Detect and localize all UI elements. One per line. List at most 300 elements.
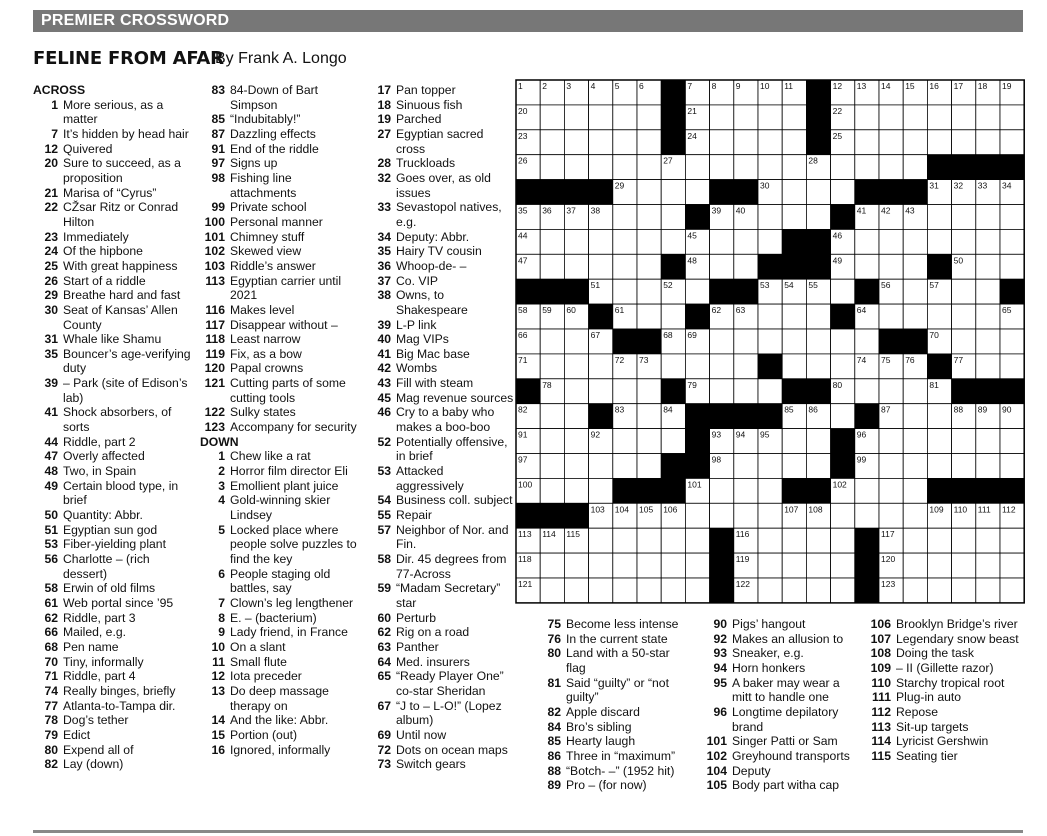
grid-cell[interactable] xyxy=(613,155,637,180)
grid-cell[interactable] xyxy=(540,254,564,279)
grid-cell[interactable] xyxy=(564,130,588,155)
grid-cell[interactable] xyxy=(685,528,709,553)
grid-cell[interactable] xyxy=(637,379,661,404)
grid-cell[interactable] xyxy=(806,304,830,329)
grid-cell[interactable] xyxy=(903,429,927,454)
grid-cell[interactable] xyxy=(564,329,588,354)
grid-cell[interactable] xyxy=(1000,229,1024,254)
clue-number: 57 xyxy=(377,522,391,537)
clue-number: 6 xyxy=(218,566,225,581)
grid-cell[interactable] xyxy=(782,528,806,553)
grid-cell[interactable] xyxy=(540,155,564,180)
grid-cell[interactable] xyxy=(613,379,637,404)
grid-cell[interactable] xyxy=(782,130,806,155)
grid-block xyxy=(855,578,879,603)
clue-number: 66 xyxy=(44,625,58,640)
grid-cell[interactable] xyxy=(927,578,951,603)
grid-cell[interactable] xyxy=(952,304,976,329)
grid-cell[interactable] xyxy=(879,304,903,329)
grid-cell[interactable] xyxy=(758,130,782,155)
grid-cell[interactable] xyxy=(758,229,782,254)
grid-cell[interactable] xyxy=(758,155,782,180)
grid-cell[interactable] xyxy=(903,503,927,528)
grid-cell[interactable] xyxy=(855,379,879,404)
grid-cell[interactable] xyxy=(758,578,782,603)
grid-cell[interactable] xyxy=(710,229,734,254)
grid-cell[interactable] xyxy=(637,553,661,578)
grid-cell[interactable] xyxy=(782,205,806,230)
grid-cell[interactable] xyxy=(637,578,661,603)
grid-cell[interactable] xyxy=(952,130,976,155)
grid-cell[interactable] xyxy=(758,105,782,130)
grid-cell[interactable] xyxy=(710,354,734,379)
grid-cell[interactable] xyxy=(903,229,927,254)
clue-text: Do deep massage therapy on xyxy=(230,683,329,713)
grid-cell[interactable] xyxy=(903,553,927,578)
grid-cell[interactable] xyxy=(782,180,806,205)
grid-cell[interactable] xyxy=(903,105,927,130)
grid-cell[interactable] xyxy=(613,130,637,155)
grid-cell[interactable] xyxy=(758,329,782,354)
grid-number: 85 xyxy=(784,404,794,415)
grid-cell[interactable] xyxy=(806,553,830,578)
grid-block xyxy=(685,404,709,429)
clue-number: 20 xyxy=(44,156,58,171)
grid-cell[interactable] xyxy=(685,553,709,578)
grid-number: 31 xyxy=(929,180,939,191)
grid-cell[interactable] xyxy=(710,478,734,503)
grid-cell[interactable] xyxy=(855,229,879,254)
grid-cell[interactable] xyxy=(734,478,758,503)
grid-number: 115 xyxy=(566,529,580,540)
clue-number: 103 xyxy=(204,258,225,273)
grid-cell[interactable] xyxy=(927,404,951,429)
clue-text: Fiber-yielding plant xyxy=(63,537,166,552)
grid-cell[interactable] xyxy=(564,553,588,578)
grid-cell[interactable] xyxy=(661,180,685,205)
grid-cell[interactable] xyxy=(831,155,855,180)
grid-cell[interactable] xyxy=(927,229,951,254)
grid-cell[interactable] xyxy=(903,254,927,279)
clue-text: In the current state xyxy=(566,631,668,646)
grid-cell[interactable] xyxy=(758,553,782,578)
grid-cell[interactable] xyxy=(613,105,637,130)
grid-cell[interactable] xyxy=(855,254,879,279)
grid-cell[interactable] xyxy=(782,578,806,603)
grid-cell[interactable] xyxy=(976,454,1000,479)
grid-cell[interactable] xyxy=(661,229,685,254)
grid-cell[interactable] xyxy=(831,528,855,553)
grid-block xyxy=(806,105,830,130)
grid-cell[interactable] xyxy=(710,155,734,180)
grid-cell[interactable] xyxy=(734,329,758,354)
grid-cell[interactable] xyxy=(806,454,830,479)
grid-cell[interactable] xyxy=(734,454,758,479)
clue-number: 65 xyxy=(377,669,391,684)
grid-cell[interactable] xyxy=(710,130,734,155)
clue-item xyxy=(536,764,691,779)
clue-item xyxy=(366,757,514,772)
grid-cell[interactable] xyxy=(637,205,661,230)
grid-block xyxy=(661,254,685,279)
grid-cell[interactable] xyxy=(637,130,661,155)
grid-cell[interactable] xyxy=(540,429,564,454)
grid-cell[interactable] xyxy=(879,379,903,404)
grid-cell[interactable] xyxy=(976,553,1000,578)
grid-cell[interactable] xyxy=(734,155,758,180)
grid-cell[interactable] xyxy=(564,354,588,379)
grid-cell[interactable] xyxy=(758,503,782,528)
grid-cell[interactable] xyxy=(879,105,903,130)
grid-cell[interactable] xyxy=(589,229,613,254)
grid-cell[interactable] xyxy=(782,454,806,479)
clue-item xyxy=(33,98,193,127)
grid-cell[interactable] xyxy=(831,404,855,429)
grid-cell[interactable] xyxy=(734,503,758,528)
grid-cell[interactable] xyxy=(589,478,613,503)
grid-cell[interactable] xyxy=(782,155,806,180)
grid-cell[interactable] xyxy=(758,304,782,329)
grid-cell[interactable] xyxy=(903,304,927,329)
clue-number: 43 xyxy=(377,376,391,391)
grid-cell[interactable] xyxy=(782,553,806,578)
grid-cell[interactable] xyxy=(831,354,855,379)
grid-cell[interactable] xyxy=(903,155,927,180)
grid-number: 110 xyxy=(953,504,968,515)
grid-cell[interactable] xyxy=(806,429,830,454)
grid-cell[interactable] xyxy=(927,528,951,553)
grid-number: 15 xyxy=(905,81,915,91)
grid-cell[interactable] xyxy=(879,229,903,254)
grid-cell[interactable] xyxy=(710,105,734,130)
clue-item xyxy=(33,464,193,479)
grid-cell[interactable] xyxy=(685,180,709,205)
grid-cell[interactable] xyxy=(855,155,879,180)
grid-cell[interactable] xyxy=(1000,130,1024,155)
grid-cell[interactable] xyxy=(976,578,1000,603)
grid-cell[interactable] xyxy=(976,105,1000,130)
grid-cell[interactable] xyxy=(564,578,588,603)
grid-cell[interactable] xyxy=(1000,553,1024,578)
grid-cell[interactable] xyxy=(831,578,855,603)
grid-cell[interactable] xyxy=(976,279,1000,304)
grid-cell[interactable] xyxy=(806,578,830,603)
grid-cell[interactable] xyxy=(806,354,830,379)
grid-cell[interactable] xyxy=(806,180,830,205)
grid-cell[interactable] xyxy=(589,553,613,578)
grid-cell[interactable] xyxy=(637,254,661,279)
clue-item xyxy=(33,699,193,714)
grid-cell[interactable] xyxy=(1000,254,1024,279)
grid-cell[interactable] xyxy=(589,155,613,180)
grid-cell[interactable] xyxy=(540,404,564,429)
grid-cell[interactable] xyxy=(637,404,661,429)
grid-cell[interactable] xyxy=(637,155,661,180)
grid-cell[interactable] xyxy=(952,578,976,603)
grid-cell[interactable] xyxy=(564,105,588,130)
clue-number: 112 xyxy=(871,704,891,719)
clue-text: Certain blood type, in brief xyxy=(63,478,179,508)
grid-cell[interactable] xyxy=(927,130,951,155)
grid-cell[interactable] xyxy=(758,528,782,553)
grid-cell[interactable] xyxy=(661,304,685,329)
grid-cell[interactable] xyxy=(613,229,637,254)
grid-cell[interactable] xyxy=(589,354,613,379)
clue-text: Chew like a rat xyxy=(230,449,311,464)
grid-cell[interactable] xyxy=(976,229,1000,254)
grid-cell[interactable] xyxy=(734,254,758,279)
grid-cell[interactable] xyxy=(1000,205,1024,230)
grid-cell[interactable] xyxy=(831,279,855,304)
grid-block xyxy=(564,279,588,304)
grid-cell[interactable] xyxy=(903,528,927,553)
grid-block xyxy=(927,155,951,180)
grid-cell[interactable] xyxy=(782,429,806,454)
grid-cell[interactable] xyxy=(685,354,709,379)
grid-cell[interactable] xyxy=(734,105,758,130)
grid-cell[interactable] xyxy=(976,329,1000,354)
clue-item xyxy=(33,127,193,142)
grid-cell[interactable] xyxy=(952,279,976,304)
grid-number: 87 xyxy=(881,404,891,415)
grid-cell[interactable] xyxy=(758,454,782,479)
grid-cell[interactable] xyxy=(806,329,830,354)
grid-cell[interactable] xyxy=(613,454,637,479)
grid-number: 56 xyxy=(881,280,891,291)
grid-cell[interactable] xyxy=(540,130,564,155)
grid-cell[interactable] xyxy=(540,553,564,578)
grid-cell[interactable] xyxy=(710,503,734,528)
grid-cell[interactable] xyxy=(685,279,709,304)
grid-cell[interactable] xyxy=(564,254,588,279)
grid-cell[interactable] xyxy=(564,379,588,404)
grid-cell[interactable] xyxy=(613,279,637,304)
grid-cell[interactable] xyxy=(589,105,613,130)
grid-cell[interactable] xyxy=(734,379,758,404)
clue-text: L-P link xyxy=(396,317,437,332)
grid-cell[interactable] xyxy=(589,528,613,553)
grid-cell[interactable] xyxy=(879,254,903,279)
grid-cell[interactable] xyxy=(564,478,588,503)
grid-cell[interactable] xyxy=(564,404,588,429)
grid-cell[interactable] xyxy=(710,379,734,404)
grid-cell[interactable] xyxy=(952,429,976,454)
grid-cell[interactable] xyxy=(540,354,564,379)
grid-cell[interactable] xyxy=(589,578,613,603)
grid-number: 106 xyxy=(663,504,678,515)
clue-number: 28 xyxy=(377,156,391,171)
grid-cell[interactable] xyxy=(540,578,564,603)
clue-item xyxy=(366,625,514,640)
grid-cell[interactable] xyxy=(1000,578,1024,603)
grid-cell[interactable] xyxy=(879,503,903,528)
grid-cell[interactable] xyxy=(1000,454,1024,479)
grid-cell[interactable] xyxy=(903,404,927,429)
grid-cell[interactable] xyxy=(589,130,613,155)
grid-cell[interactable] xyxy=(613,553,637,578)
grid-cell[interactable] xyxy=(831,553,855,578)
clue-number: 68 xyxy=(44,639,58,654)
clue-number: 105 xyxy=(706,778,727,793)
grid-cell[interactable] xyxy=(855,329,879,354)
clue-item xyxy=(366,669,514,698)
grid-cell[interactable] xyxy=(613,578,637,603)
grid-cell[interactable] xyxy=(661,205,685,230)
grid-cell[interactable] xyxy=(540,105,564,130)
grid-cell[interactable] xyxy=(952,528,976,553)
grid-cell[interactable] xyxy=(903,379,927,404)
grid-cell[interactable] xyxy=(685,503,709,528)
grid-block xyxy=(685,205,709,230)
grid-cell[interactable] xyxy=(976,254,1000,279)
grid-cell[interactable] xyxy=(806,528,830,553)
grid-cell[interactable] xyxy=(952,553,976,578)
grid-cell[interactable] xyxy=(1000,329,1024,354)
grid-cell[interactable] xyxy=(1000,429,1024,454)
grid-cell[interactable] xyxy=(637,279,661,304)
grid-cell[interactable] xyxy=(927,205,951,230)
grid-cell[interactable] xyxy=(855,105,879,130)
grid-cell[interactable] xyxy=(903,578,927,603)
grid-cell[interactable] xyxy=(831,180,855,205)
grid-cell[interactable] xyxy=(879,155,903,180)
grid-cell[interactable] xyxy=(734,130,758,155)
grid-cell[interactable] xyxy=(976,429,1000,454)
grid-cell[interactable] xyxy=(589,454,613,479)
grid-cell[interactable] xyxy=(976,205,1000,230)
clue-number: 4 xyxy=(218,493,225,508)
grid-cell[interactable] xyxy=(540,329,564,354)
grid-cell[interactable] xyxy=(927,304,951,329)
grid-cell[interactable] xyxy=(637,105,661,130)
grid-block xyxy=(516,379,540,404)
grid-cell[interactable] xyxy=(540,454,564,479)
grid-cell[interactable] xyxy=(637,429,661,454)
grid-cell[interactable] xyxy=(1000,528,1024,553)
grid-cell[interactable] xyxy=(540,478,564,503)
grid-number: 49 xyxy=(832,255,843,266)
grid-cell[interactable] xyxy=(952,205,976,230)
crossword-grid[interactable] xyxy=(515,79,1025,604)
grid-cell[interactable] xyxy=(734,229,758,254)
grid-cell[interactable] xyxy=(540,229,564,254)
clue-number: 96 xyxy=(713,704,727,719)
grid-cell[interactable] xyxy=(637,304,661,329)
grid-cell[interactable] xyxy=(637,180,661,205)
clue-number: 83 xyxy=(211,83,225,97)
grid-cell[interactable] xyxy=(903,454,927,479)
grid-cell[interactable] xyxy=(613,254,637,279)
grid-cell[interactable] xyxy=(879,130,903,155)
grid-block xyxy=(734,404,758,429)
grid-cell[interactable] xyxy=(952,229,976,254)
clue-text: Dots on ocean maps xyxy=(396,742,508,757)
grid-cell[interactable] xyxy=(613,429,637,454)
grid-cell[interactable] xyxy=(976,130,1000,155)
grid-cell[interactable] xyxy=(976,354,1000,379)
grid-cell[interactable] xyxy=(661,553,685,578)
grid-cell[interactable] xyxy=(637,454,661,479)
grid-cell[interactable] xyxy=(734,354,758,379)
grid-cell[interactable] xyxy=(782,304,806,329)
clue-text: Owns, to Shakespeare xyxy=(396,288,468,317)
grid-cell[interactable] xyxy=(952,454,976,479)
grid-cell[interactable] xyxy=(589,254,613,279)
clue-item xyxy=(366,405,514,434)
clue-number: 38 xyxy=(377,288,391,303)
grid-cell[interactable] xyxy=(952,105,976,130)
grid-number: 72 xyxy=(614,354,625,365)
clue-item xyxy=(200,713,360,728)
grid-number: 113 xyxy=(518,529,532,540)
grid-cell[interactable] xyxy=(637,229,661,254)
grid-cell[interactable] xyxy=(758,478,782,503)
grid-cell[interactable] xyxy=(564,155,588,180)
clue-item xyxy=(702,749,852,764)
grid-cell[interactable] xyxy=(1000,105,1024,130)
grid-cell[interactable] xyxy=(613,205,637,230)
clue-item xyxy=(33,244,193,259)
grid-cell[interactable] xyxy=(710,254,734,279)
grid-cell[interactable] xyxy=(685,578,709,603)
grid-cell[interactable] xyxy=(927,105,951,130)
grid-cell[interactable] xyxy=(927,454,951,479)
grid-cell[interactable] xyxy=(831,329,855,354)
grid-cell[interactable] xyxy=(1000,354,1024,379)
grid-cell[interactable] xyxy=(855,503,879,528)
grid-cell[interactable] xyxy=(782,354,806,379)
grid-cell[interactable] xyxy=(903,130,927,155)
grid-cell[interactable] xyxy=(855,130,879,155)
grid-block xyxy=(782,229,806,254)
grid-cell[interactable] xyxy=(952,329,976,354)
grid-cell[interactable] xyxy=(564,429,588,454)
grid-cell[interactable] xyxy=(661,354,685,379)
grid-cell[interactable] xyxy=(976,304,1000,329)
grid-cell[interactable] xyxy=(806,205,830,230)
grid-cell[interactable] xyxy=(879,429,903,454)
grid-cell[interactable] xyxy=(903,279,927,304)
clue-text: “J to – L-O!” (Lopez album) xyxy=(396,698,502,728)
grid-cell[interactable] xyxy=(782,105,806,130)
grid-cell[interactable] xyxy=(637,528,661,553)
grid-cell[interactable] xyxy=(613,528,637,553)
grid-cell[interactable] xyxy=(831,503,855,528)
clue-text: Lady friend, in France xyxy=(230,625,348,640)
grid-cell[interactable] xyxy=(758,379,782,404)
grid-cell[interactable] xyxy=(564,454,588,479)
grid-cell[interactable] xyxy=(927,553,951,578)
grid-cell[interactable] xyxy=(903,478,927,503)
grid-cell[interactable] xyxy=(855,478,879,503)
grid-cell[interactable] xyxy=(710,329,734,354)
grid-cell[interactable] xyxy=(564,229,588,254)
grid-cell[interactable] xyxy=(758,205,782,230)
grid-cell[interactable] xyxy=(782,329,806,354)
clue-item xyxy=(33,186,193,201)
grid-cell[interactable] xyxy=(661,578,685,603)
grid-cell[interactable] xyxy=(879,478,903,503)
clue-text: It’s hidden by head hair xyxy=(63,126,189,141)
grid-cell[interactable] xyxy=(976,528,1000,553)
grid-cell[interactable] xyxy=(661,528,685,553)
grid-cell[interactable] xyxy=(927,429,951,454)
grid-cell[interactable] xyxy=(685,155,709,180)
grid-cell[interactable] xyxy=(879,454,903,479)
grid-number: 81 xyxy=(929,379,939,390)
grid-cell[interactable] xyxy=(589,379,613,404)
grid-cell[interactable] xyxy=(661,429,685,454)
